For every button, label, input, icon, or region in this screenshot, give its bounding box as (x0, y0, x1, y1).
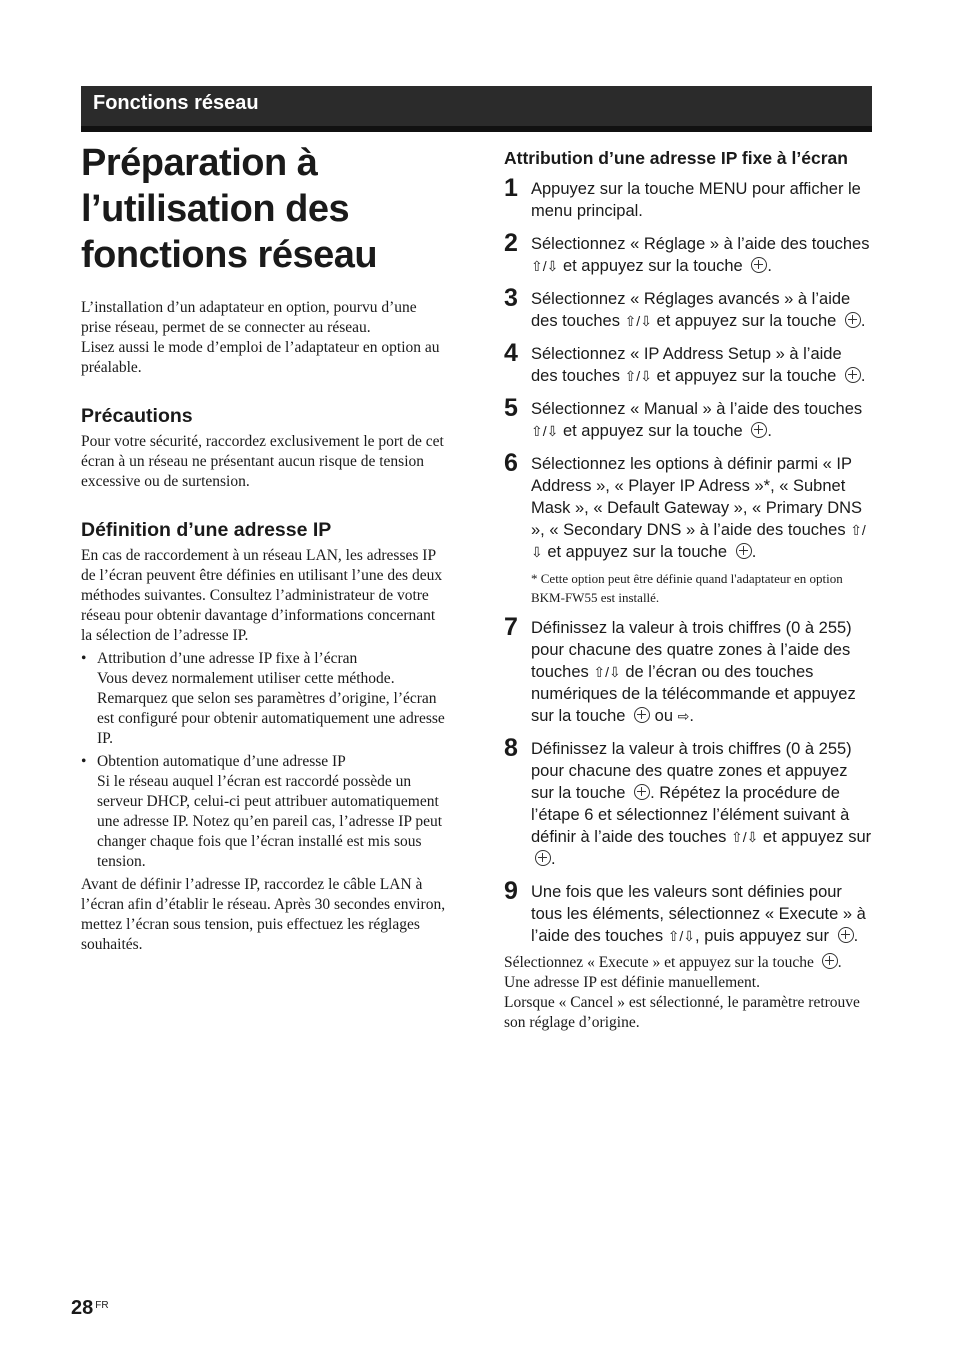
footnote: * Cette option peut être définie quand l'adaptateur en option BKM-FW55 est installé. (531, 571, 843, 605)
step-text: ou (654, 707, 674, 725)
step-text: . (751, 543, 757, 561)
enter-button-icon (822, 953, 838, 969)
up-down-arrows-icon: ⇧/⇩ (531, 522, 866, 560)
step-5 (504, 394, 872, 442)
enter-button-icon (845, 367, 861, 383)
step-text: Sélectionnez « IP Address Setup » à l’aide des touches (531, 345, 842, 385)
step-text: Sélectionnez les options à définir parmi « IP Address », « Player IP Adress »*, « Subnet Mask », « Default Gateway », « Primary DNS », « Secondary DNS » à l’aide des touches (531, 455, 863, 539)
step-number: 9 (504, 877, 518, 905)
enter-button-icon (751, 422, 767, 438)
step-text: Sélectionnez « Réglage » à l’aide des touches (531, 235, 870, 253)
bullet-title: Obtention automatique d’une adresse IP (97, 753, 346, 770)
step-4 (504, 339, 872, 387)
step-text: et appuyez sur la touche (562, 257, 743, 275)
section-header-bar (81, 86, 872, 132)
step-2 (504, 229, 872, 277)
title-line-3: fonctions réseau (81, 234, 378, 276)
step-text: Définissez la valeur à trois chiffres (0 à 255) pour chacune des quatre zones et appuyez sur la touche (531, 740, 852, 802)
up-down-arrows-icon: ⇧/⇩ (624, 313, 652, 329)
up-down-arrows-icon: ⇧/⇩ (531, 258, 559, 274)
step-text: de l’écran ou des touches numériques de la télécommande et appuyez sur la touche (531, 663, 856, 725)
bullet-text: Si le réseau auquel l’écran est raccordé possède un serveur DHCP, celui-ci peut attribuer automatiquement une adresse IP. Notez qu’en pareil cas, l’adresse IP peut changer chaque fois que l’écran installé est mis sous tension. (97, 773, 443, 870)
enter-button-icon (736, 543, 752, 559)
step-text: Une fois que les valeurs sont définies pour tous les éléments, sélectionnez « Execute » à l’aide des touches (531, 883, 866, 945)
step-text: Sélectionnez « Réglages avancés » à l’aide des touches (531, 290, 851, 330)
final-line-1-end: . (837, 954, 842, 971)
intro-paragraph-1: L’installation d’un adaptateur en option, pourvu d’une prise réseau, permet de se connecter au réseau. (81, 299, 417, 336)
enter-button-icon (845, 312, 861, 328)
step-7 (504, 613, 872, 727)
up-down-arrows-icon: ⇧/⇩ (667, 928, 696, 944)
page-title (81, 140, 449, 278)
step-number: 1 (504, 174, 518, 202)
step-number: 6 (504, 449, 518, 477)
step-number: 2 (504, 229, 518, 257)
left-column (81, 140, 449, 955)
step-text: et appuyez sur (762, 828, 872, 846)
step-number: 4 (504, 339, 518, 367)
up-down-arrows-icon: ⇧/⇩ (624, 368, 652, 384)
right-arrow-icon: ⇨ (677, 708, 690, 724)
section-header-title: Fonctions réseau (93, 92, 259, 114)
precautions-heading: Précautions (81, 405, 193, 427)
step-text: . (551, 850, 556, 868)
step-6 (504, 449, 872, 563)
right-column (504, 146, 872, 1033)
ip-definition-heading: Définition d’une adresse IP (81, 519, 332, 541)
title-line-2: l’utilisation des (81, 188, 350, 230)
step-9 (504, 877, 872, 947)
final-paragraph (504, 953, 872, 1033)
step-text: . (689, 707, 694, 725)
step-number: 5 (504, 394, 518, 422)
final-line-1: Sélectionnez « Execute » et appuyez sur la touche (504, 954, 814, 971)
up-down-arrows-icon: ⇧/⇩ (730, 829, 759, 845)
step-text: . (860, 312, 866, 330)
enter-button-icon (751, 257, 767, 273)
title-line-1: Préparation à (81, 142, 318, 184)
step-text: et appuyez sur la touche (656, 367, 837, 385)
step-text: et appuyez sur la touche (656, 312, 837, 330)
page-number (71, 1297, 109, 1320)
step-text: . (860, 367, 866, 385)
step-8 (504, 734, 872, 870)
enter-button-icon (535, 850, 551, 866)
list-item (81, 752, 449, 872)
final-line-3: Lorsque « Cancel » est sélectionné, le paramètre retrouve son réglage d’origine. (504, 994, 860, 1031)
page-language: FR (95, 1300, 109, 1311)
ip-method-list (81, 649, 449, 872)
fixed-ip-heading: Attribution d’une adresse IP fixe à l’écran (504, 148, 848, 168)
step-text: et appuyez sur la touche (562, 422, 743, 440)
step-1 (504, 174, 872, 222)
bullet-text: Vous devez normalement utiliser cette méthode. Remarquez que selon ses paramètres d’origine, l’écran est configuré pour obtenir automatiquement une adresse IP. (97, 670, 445, 747)
up-down-arrows-icon: ⇧/⇩ (531, 423, 559, 439)
step-number: 8 (504, 734, 518, 762)
bullet-title: Attribution d’une adresse IP fixe à l’écran (97, 650, 358, 667)
step-text: Définissez la valeur à trois chiffres (0 à 255) pour chacune des quatre zones à l’aide des touches (531, 619, 852, 681)
precautions-text: Pour votre sécurité, raccordez exclusivement le port de cet écran à un réseau ne présentant aucun risque de tension excessive ou de surtension. (81, 433, 444, 490)
step-number: 7 (504, 613, 518, 641)
page-number-value: 28 (71, 1297, 94, 1319)
step-text: . (853, 927, 859, 945)
step-number: 3 (504, 284, 518, 312)
ip-definition-text: En cas de raccordement à un réseau LAN, les adresses IP de l’écran peuvent être définies en utilisant l’une des deux méthodes suivantes. Consultez l’administrateur de votre réseau pour obtenir davantage d’informations concernant la sélection de l’adresse IP. (81, 547, 443, 644)
enter-button-icon (838, 927, 854, 943)
step-text: . Répétez la procédure de l’étape 6 et sélectionnez l’élément suivant à définir à l’aide des touches (531, 784, 850, 846)
step-text: Appuyez sur la touche MENU pour afficher le menu principal. (531, 180, 861, 220)
step-text: . (767, 257, 772, 275)
step-text: Sélectionnez « Manual » à l’aide des touches (531, 400, 863, 418)
step-3 (504, 284, 872, 332)
up-down-arrows-icon: ⇧/⇩ (593, 664, 621, 680)
step-text: et appuyez sur la touche (547, 543, 728, 561)
step-text: , puis appuyez sur (695, 927, 829, 945)
enter-button-icon (634, 784, 650, 800)
final-line-2: Une adresse IP est définie manuellement. (504, 974, 760, 991)
intro-paragraph-2: Lisez aussi le mode d’emploi de l’adaptateur en option au préalable. (81, 339, 440, 376)
list-item (81, 649, 449, 749)
enter-button-icon (634, 707, 650, 723)
step-text: . (767, 422, 772, 440)
ip-definition-after: Avant de définir l’adresse IP, raccordez le câble LAN à l’écran afin d’établir le réseau. Après 30 secondes environ, mettez l’écran sous tension, puis effectuez les réglages souhaités. (81, 876, 446, 953)
